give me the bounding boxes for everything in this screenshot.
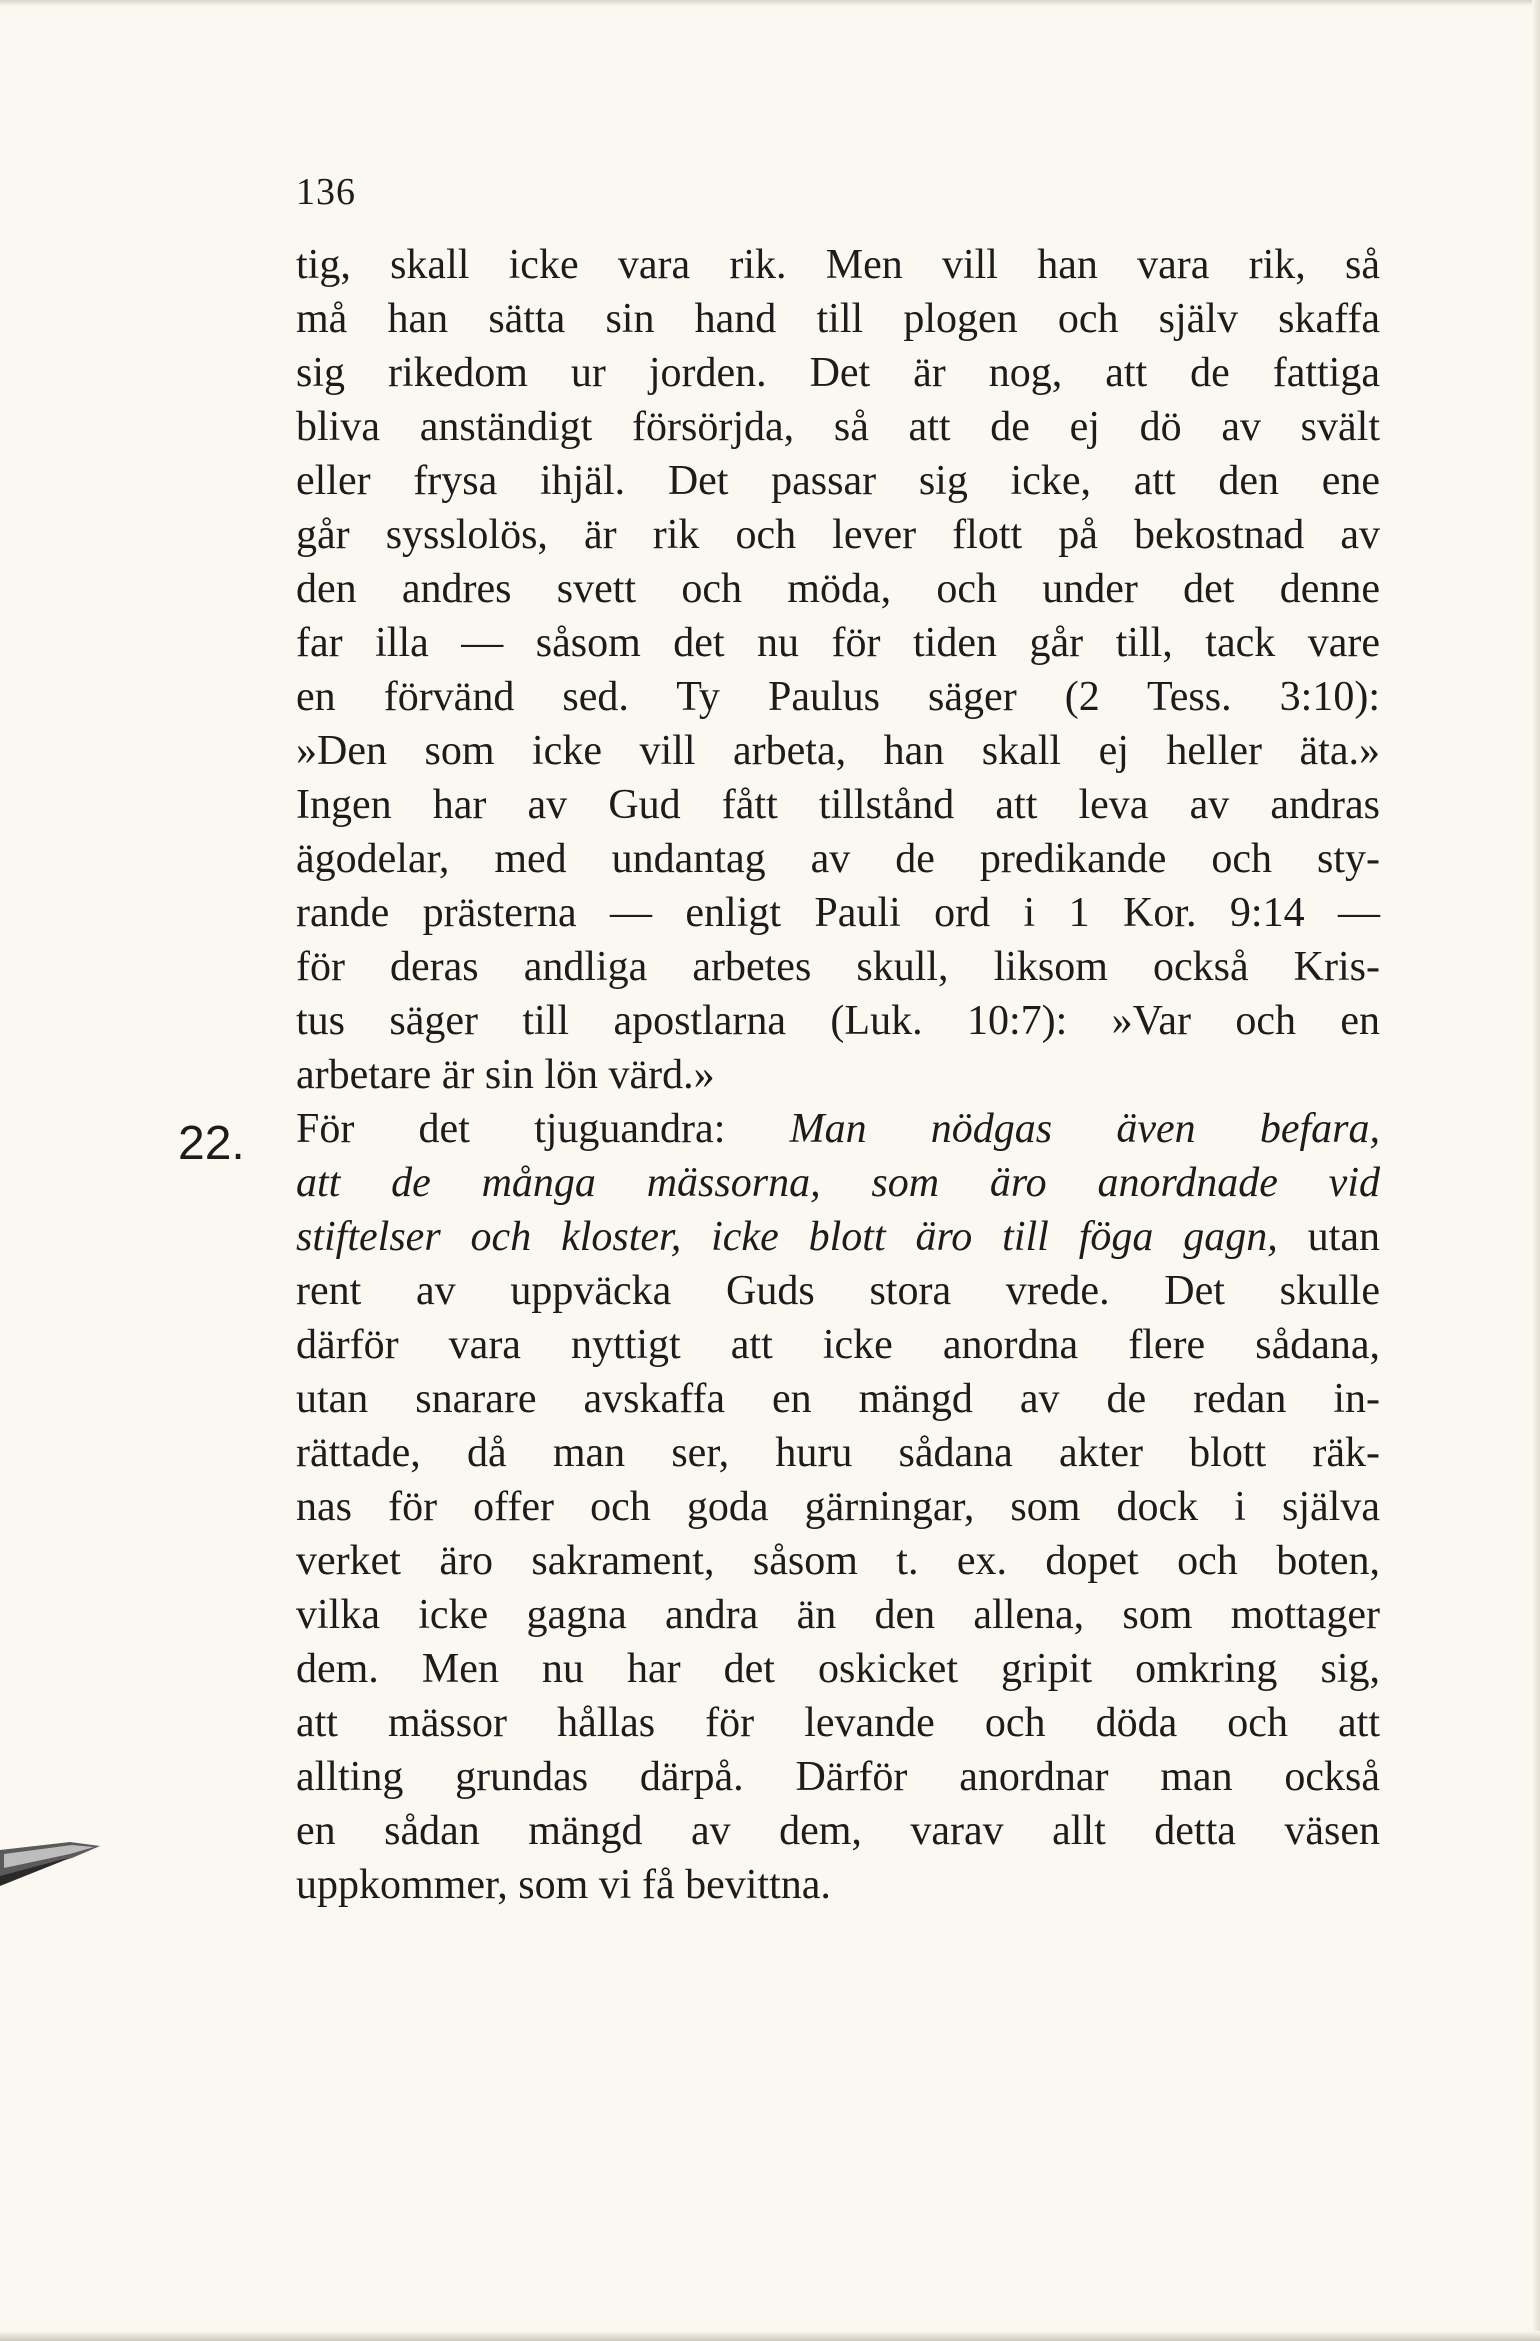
text-line: tig, skall icke vara rik. Men vill han vara rik, så bbox=[296, 242, 1380, 288]
text-line: utan snarare avskaffa en mängd av de redan in- bbox=[296, 1376, 1380, 1422]
text-line: arbetare är sin lön värd.» bbox=[296, 1052, 715, 1098]
text-line: tus säger till apostlarna (Luk. 10:7): »Var och en bbox=[296, 998, 1380, 1044]
text-line-mixed bbox=[296, 1102, 1380, 1156]
text-italic: Man nödgas även befara, bbox=[789, 1106, 1380, 1152]
text-line: verket äro sakrament, såsom t. ex. dopet och boten, bbox=[296, 1538, 1380, 1584]
text-line: bliva anständigt försörjda, så att de ej dö av svält bbox=[296, 404, 1380, 450]
text-line: att mässor hållas för levande och döda och att bbox=[296, 1700, 1380, 1746]
text-line: en förvänd sed. Ty Paulus säger (2 Tess. 3:10): bbox=[296, 674, 1380, 720]
text-line: vilka icke gagna andra än den allena, som mottager bbox=[296, 1592, 1380, 1638]
text-line: far illa — såsom det nu för tiden går till, tack vare bbox=[296, 620, 1380, 666]
text-line: går sysslolös, är rik och lever flott på bekostnad av bbox=[296, 512, 1380, 558]
page-bottom-edge bbox=[0, 2331, 1540, 2341]
text-line: en sådan mängd av dem, varav allt detta väsen bbox=[296, 1808, 1380, 1854]
text-line: rent av uppväcka Guds stora vrede. Det skulle bbox=[296, 1268, 1380, 1314]
text-line: Ingen har av Gud fått tillstånd att leva av andras bbox=[296, 782, 1380, 828]
text-line: eller frysa ihjäl. Det passar sig icke, att den ene bbox=[296, 458, 1380, 504]
page-number: 136 bbox=[296, 171, 356, 213]
text-line: för deras andliga arbetes skull, liksom också Kris- bbox=[296, 944, 1380, 990]
pen-tip-icon bbox=[0, 1836, 110, 1896]
text-plain: utan bbox=[1277, 1214, 1380, 1260]
text-line: allting grundas därpå. Därför anordnar man också bbox=[296, 1754, 1380, 1800]
text-line: rättade, då man ser, huru sådana akter blott räk- bbox=[296, 1430, 1380, 1476]
text-line: må han sätta sin hand till plogen och själv skaffa bbox=[296, 296, 1380, 342]
text-line: ägodelar, med undantag av de predikande och sty- bbox=[296, 836, 1380, 882]
text-line-italic bbox=[296, 1156, 1380, 1210]
text-line: sig rikedom ur jorden. Det är nog, att de fattiga bbox=[296, 350, 1380, 396]
text-line-mixed bbox=[296, 1210, 1380, 1264]
text-line: uppkommer, som vi få bevittna. bbox=[296, 1862, 831, 1908]
text-italic: stiftelser och kloster, icke blott äro till föga gagn, bbox=[296, 1214, 1278, 1260]
text-line: nas för offer och goda gärningar, som dock i själva bbox=[296, 1484, 1380, 1530]
text-plain: För det tjuguandra: bbox=[296, 1106, 790, 1152]
text-line: därför vara nyttigt att icke anordna flere sådana, bbox=[296, 1322, 1380, 1368]
text-line: dem. Men nu har det oskicket gripit omkring sig, bbox=[296, 1646, 1380, 1692]
section-number: 22. bbox=[178, 1117, 245, 1170]
text-line: den andres svett och möda, och under det denne bbox=[296, 566, 1380, 612]
body-text bbox=[296, 238, 1380, 1912]
page-right-edge bbox=[1532, 0, 1540, 2341]
text-line: »Den som icke vill arbeta, han skall ej heller äta.» bbox=[296, 728, 1380, 774]
text-italic: att de många mässorna, som äro anordnade vid bbox=[296, 1160, 1380, 1206]
page-top-edge bbox=[0, 0, 1540, 6]
text-line: rande prästerna — enligt Pauli ord i 1 Kor. 9:14 — bbox=[296, 890, 1380, 936]
